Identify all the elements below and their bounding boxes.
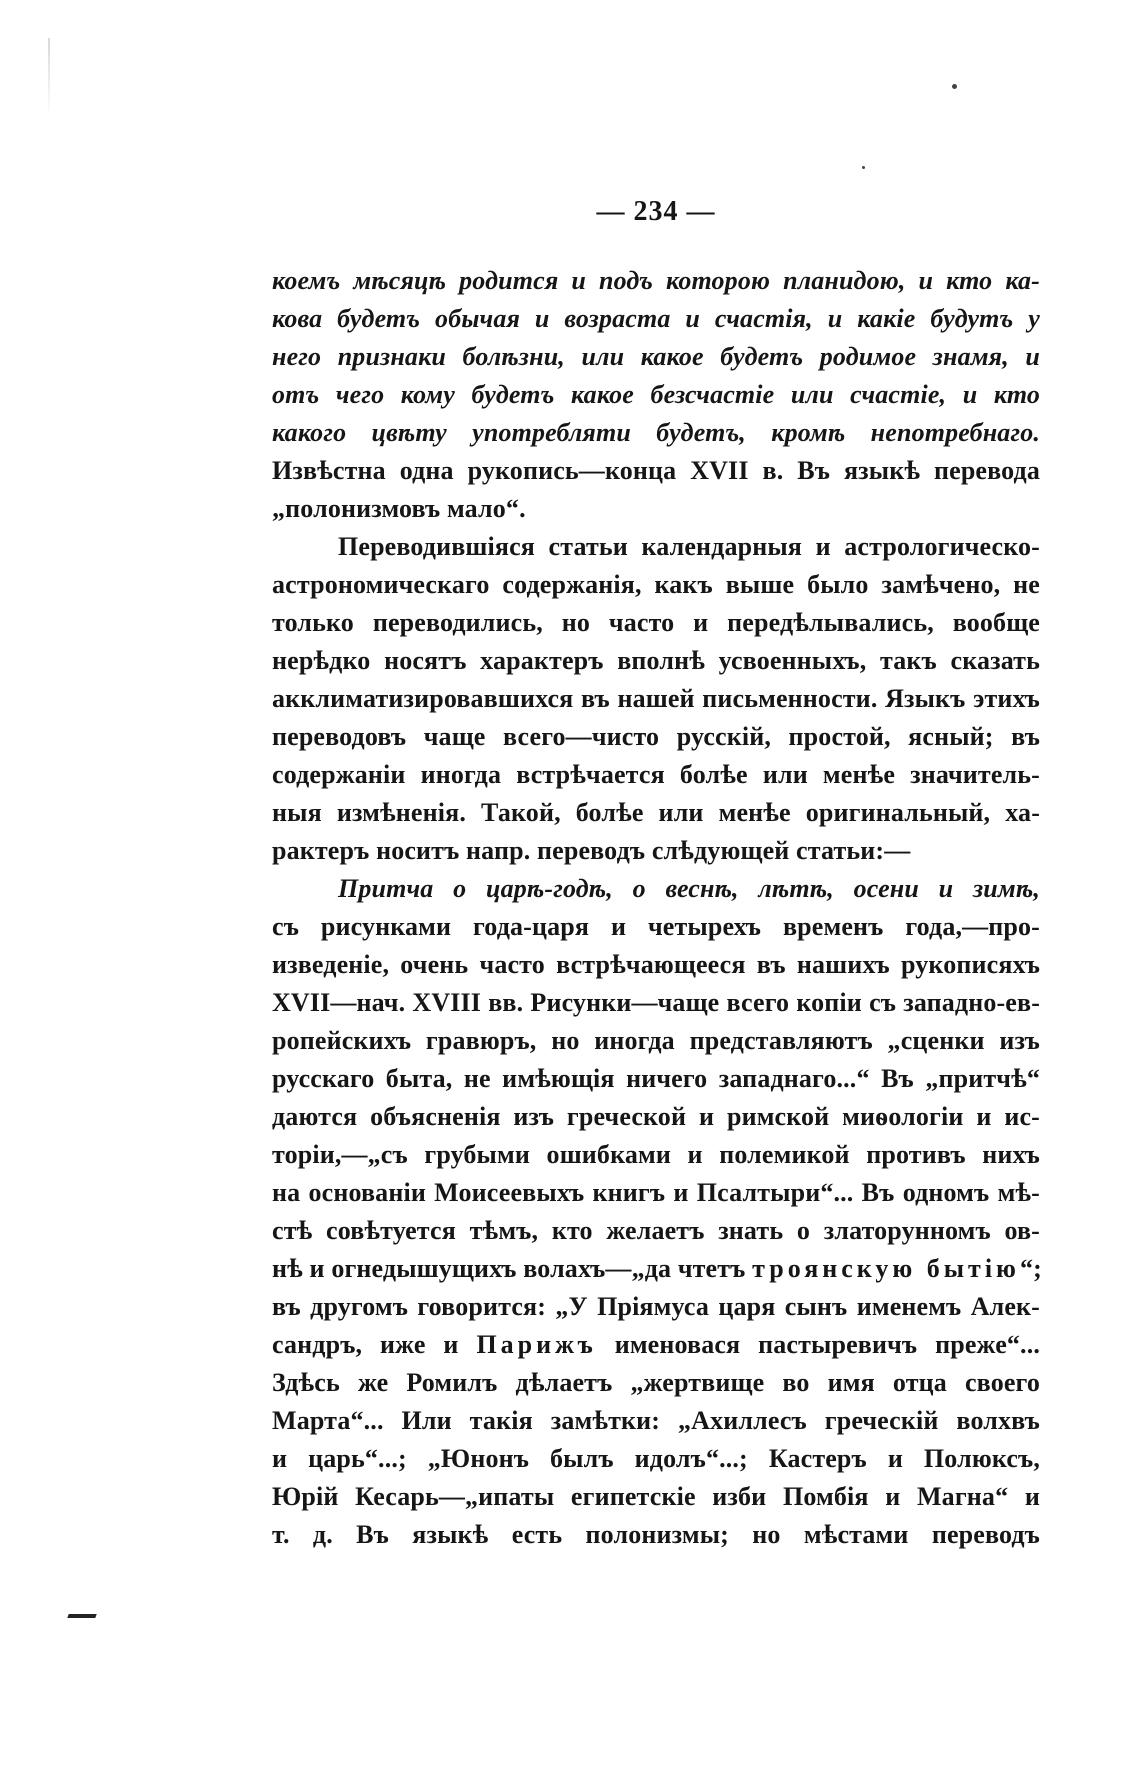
text-line: изведеніе, очень часто встрѣчающееся въ нашихъ рукописяхъ	[272, 950, 1040, 979]
scan-dot	[952, 84, 957, 89]
spaced-name: Парижъ	[476, 1330, 597, 1359]
spaced-word: троянскую бытію	[752, 1254, 1020, 1283]
text-line: на основаніи Моисеевыхъ книгъ и Псалтыри“... Въ одномъ мѣ-	[272, 1178, 1040, 1207]
text-line: и царь“...; „Юнонъ былъ идолъ“...; Кастеръ и Полюксъ,	[272, 1444, 1040, 1473]
page-number: — 234 —	[596, 196, 716, 227]
text-line: „полонизмовъ мало“.	[272, 494, 526, 523]
text-line: только переводились, но часто и передѣлывались, вообще	[272, 608, 1040, 637]
text-line: содержаніи иногда встрѣчается болѣе или менѣе значитель-	[272, 760, 1040, 789]
text-line: рактеръ носитъ напр. переводъ слѣдующей статьи:—	[272, 836, 911, 865]
text-line: коемъ мѣсяцѣ родится и подъ которою планидою, и кто ка-	[272, 266, 1040, 295]
text-line: съ рисунками года-царя и четырехъ временъ года,—про-	[272, 912, 1040, 941]
text-line: Извѣстна одна рукопись—конца XVII в. Въ языкѣ перевода	[272, 456, 1040, 485]
document-page	[272, 196, 1040, 1554]
text-line: Юрій Кесарь—„ипаты египетскіе изби Помбія и Магна“ и	[272, 1482, 1040, 1511]
italic-title-line: Притча о царѣ-годѣ, о веснѣ, лѣтѣ, осени и зимѣ,	[338, 874, 1040, 903]
text-line: переводовъ чаще всего—чисто русскій, простой, ясный; въ	[272, 722, 1040, 751]
paragraph-start-line: Переводившіяся статьи календарныя и астрологическо-	[338, 532, 1040, 561]
text-line: акклиматизировавшихся въ нашей письменности. Языкъ этихъ	[272, 684, 1040, 713]
text-line: кова будетъ обычая и возраста и счастія, и какіе будутъ у	[272, 304, 1040, 333]
text-fragment: именовася пастыревичъ преже“...	[614, 1330, 1040, 1359]
text-line: русскаго быта, не имѣющія ничего западнаго...“ Въ „притчѣ“	[272, 1064, 1040, 1093]
text-fragment: сандръ, иже и	[272, 1330, 459, 1359]
text-line: торіи,—„съ грубыми ошибками и полемикой противъ нихъ	[272, 1140, 1040, 1169]
text-line-with-spaced-name	[272, 1326, 1040, 1364]
text-line: XVII—нач. XVIII вв. Рисунки—чаще всего копіи съ западно-ев-	[272, 988, 1040, 1017]
text-line: въ другомъ говорится: „У Пріямуса царя сынъ именемъ Алек-	[272, 1292, 1040, 1321]
text-line: даются объясненія изъ греческой и римской миѳологіи и ис-	[272, 1102, 1040, 1131]
body-text	[272, 262, 1040, 1554]
scan-dot-small	[862, 166, 865, 169]
text-line: астрономическаго содержанія, какъ выше было замѣчено, не	[272, 570, 1040, 599]
text-line: Марта“... Или такія замѣтки: „Ахиллесъ греческій волхвъ	[272, 1406, 1040, 1435]
text-fragment: “;	[1019, 1254, 1042, 1283]
text-line: стѣ совѣтуется тѣмъ, кто желаетъ знать о златорунномъ ов-	[272, 1216, 1040, 1245]
text-line-with-spaced-word	[272, 1250, 1040, 1288]
text-line: нерѣдко носятъ характеръ вполнѣ усвоенныхъ, такъ сказать	[272, 646, 1040, 675]
scan-stroke-mark	[67, 1614, 96, 1618]
text-fragment: нѣ и огнедышущихъ волахъ—„да чтетъ	[272, 1254, 746, 1283]
text-line: ныя измѣненія. Такой, болѣе или менѣе оригинальный, ха-	[272, 798, 1040, 827]
text-line: отъ чего кому будетъ какое безсчастіе или счастіе, и кто	[272, 380, 1040, 409]
scan-edge-mark	[48, 38, 50, 118]
text-line: него признаки болѣзни, или какое будетъ родимое знамя, и	[272, 342, 1040, 371]
text-line: ропейскихъ гравюръ, но иногда представляютъ „сценки изъ	[272, 1026, 1040, 1055]
text-line: какого цвѣту употребляти будетъ, кромѣ непотребнаго.	[272, 418, 1040, 447]
text-line: т. д. Въ языкѣ есть полонизмы; но мѣстами переводъ	[272, 1520, 1040, 1549]
text-line: Здѣсь же Ромилъ дѣлаетъ „жертвище во имя отца своего	[272, 1368, 1040, 1397]
